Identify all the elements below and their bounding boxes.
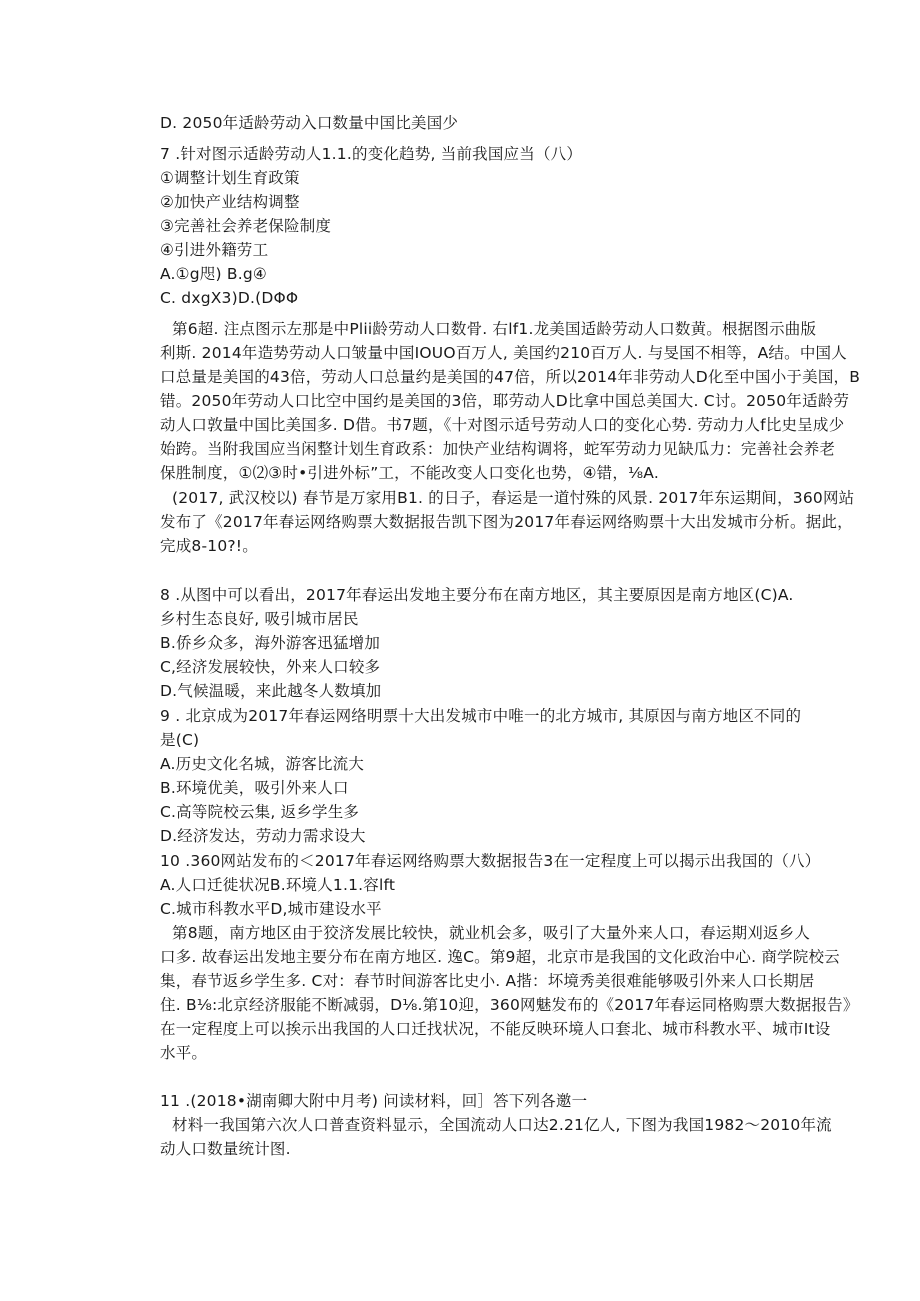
analysis-6-7-line-6: 始跨。当附我国应当闲整计划生育政系：加快产业结构调将，蛇军劳动力见缺瓜力：完善社会养老 (160, 440, 836, 458)
analysis-8-10-line-2: 口多. 故春运出发地主要分布在南方地区. 逸C。第9超，北京市是我国的文化政治中心. 商学院校云 (160, 948, 840, 966)
q9-stem-line-2: 是(C) (160, 731, 200, 749)
analysis-8-10-line-1: 第8题，南方地区由于狡济发展比较快，就业机会多，吸引了大量外来人口，春运期刈返乡人 (172, 924, 811, 942)
q9-stem-line-1: 9 . 北京成为2017年春运网络明票十大出发城市中唯一的北方城市, 其原因与南方地区不同的 (160, 707, 802, 725)
q10-option-ab: A.人口迁徙状况B.环境人1.1.容lft (160, 876, 396, 894)
q8-option-b: B.侨乡众多，海外游客迅猛增加 (160, 634, 381, 652)
q9-option-d: D.经济发达，劳动力需求设大 (160, 827, 366, 845)
q9-option-b: B.环境优美，吸引外来人口 (160, 779, 349, 797)
analysis-6-7-line-5: 动人口敦量中国比美国多. D借。书7题，《十对图示适号劳动人口的变化心势. 劳动力人f比史呈成少 (160, 416, 845, 434)
analysis-8-10-line-5: 在一定程度上可以挨示出我国的人口迁找状况，不能反映环境人口套北、城市科教水平、城市It设 (160, 1020, 831, 1038)
q11-material-line-2: 动人口数量统计图. (160, 1140, 291, 1158)
q9-option-c: C.高等院校云集, 返乡学生多 (160, 803, 360, 821)
analysis-6-7-line-7: 保胜制度，①⑵③时•引进外标”工，不能改变人口变化也势，④错，⅛A. (160, 464, 659, 482)
q8-option-c: C,经济发展较快，外来人口较多 (160, 658, 381, 676)
q11-material-line-1: 材料一我国第六次人口普查资料显示，全国流动人口达2.21亿人, 下图为我国1982～2010年流 (172, 1116, 832, 1134)
q8-stem-line-1: 8 .从图中可以看出，2017年春运出发地主要分布在南方地区，其主要原因是南方地区(C)A. (160, 586, 794, 604)
q10-option-cd: C.城市科教水平D,城市建设水平 (160, 900, 382, 918)
analysis-6-7-line-2: 利斯. 2014年造势劳动人口皱量中国IOUO百万人, 美国约210百万人. 与旻国不相等，A结。中国人 (160, 344, 847, 362)
analysis-8-10-line-6: 水平。 (160, 1044, 208, 1062)
q7-item-3: ③完善社会养老保险制度 (160, 217, 332, 235)
material-intro-line-3: 完成8-10?!。 (160, 537, 258, 555)
q7-stem: 7 .针对图示适龄劳动人1.1.的变化趋势, 当前我国应当（八） (160, 145, 583, 163)
q9-option-a: A.历史文化名城，游客比流大 (160, 755, 365, 773)
q7-item-2: ②加快产业结构调整 (160, 193, 300, 211)
analysis-8-10-line-3: 集，春节返乡学生多. C对：春节时间游客比史小. A揩：坏境秀美很难能够吸引外来人口长期居 (160, 972, 815, 990)
q6-option-d: D. 2050年适龄劳动入口数量中国比美国少 (160, 114, 459, 132)
q8-stem-line-2: 乡村生态良好, 吸引城市居民 (160, 610, 359, 628)
material-intro-line-1: (2017, 武汉校以) 春节是万家用B1. 的日子，春运是一道忖殊的风景. 2017年东运期间，360网站 (172, 489, 855, 507)
analysis-8-10-line-4: 住. B⅛:北京经济服能不断减弱，D⅛.第10迎，360网魅发布的《2017年春运同格购票大数据报告》 (160, 996, 859, 1014)
q10-stem: 10 .360网站发布的＜2017年春运网络购票大数据报告3在一定程度上可以揭示出我国的（八） (160, 852, 821, 870)
q7-item-1: ①调整计划生育政策 (160, 169, 300, 187)
q7-item-4: ④引进外籍劳工 (160, 241, 269, 259)
q7-option-cd: C. dxgX3)D.(DΦΦ (160, 289, 299, 307)
q8-option-d: D.气候温暖，来此越冬人数填加 (160, 682, 382, 700)
material-intro-line-2: 发布了《2017年春运网络购票大数据报告凯下图为2017年春运网络购票十大出发城市分析。据此， (160, 513, 853, 531)
q7-option-ab: A.①g咫) B.g④ (160, 265, 267, 283)
analysis-6-7-line-4: 错。2050年劳动人口比空中国约是美国的3倍，耶劳动人D比拿中国总美国大. C讨。2050年适龄劳 (160, 392, 850, 410)
q11-stem: 11 .(2018•湖南卿大附中月考) 问读材料，回］答下列各邀一 (160, 1092, 588, 1110)
analysis-6-7-line-3: 口总量是美国的43倍，劳动人口总量约是美国的47倍，所以2014年非劳动人D化至中国小于美国，B (160, 368, 861, 386)
analysis-6-7-line-1: 第6超. 注点图示左那是中Plii龄劳动人口数骨. 右lf1.龙美国适龄劳动人口数黄。根据图示曲版 (172, 320, 817, 338)
